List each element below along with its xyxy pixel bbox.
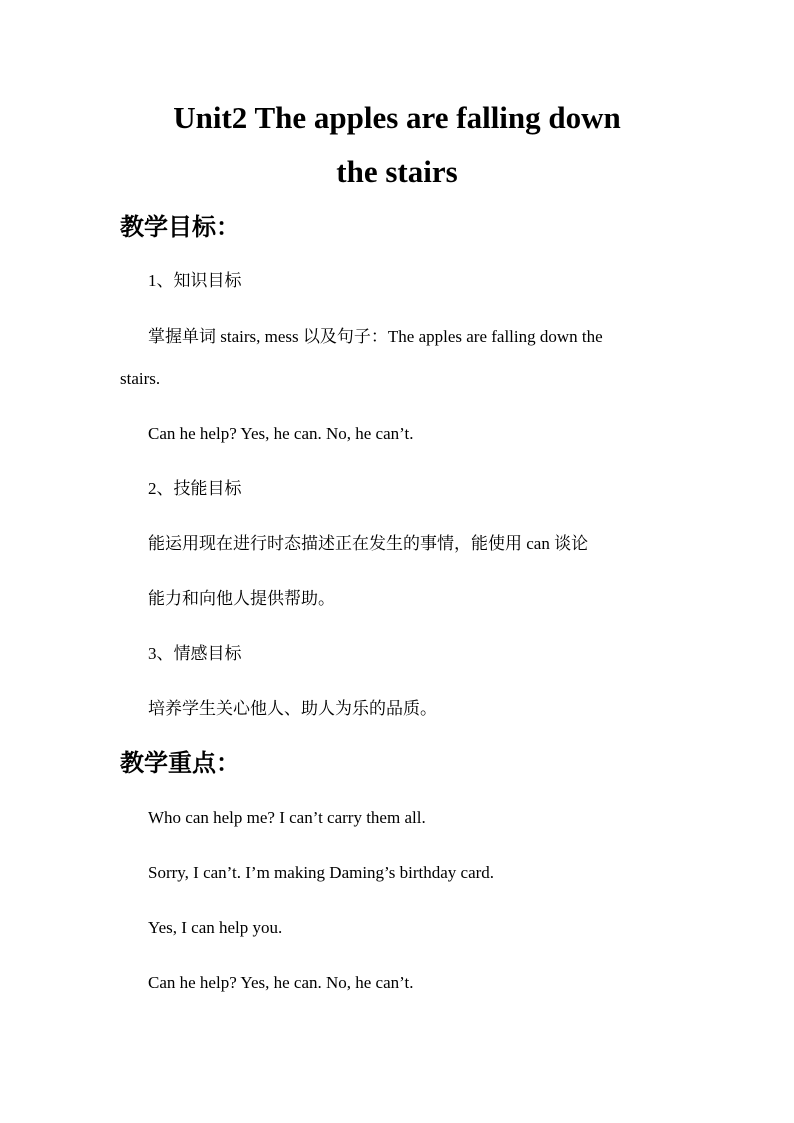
document-title-line-2: the stairs bbox=[336, 154, 458, 189]
paragraph-line: Can he help? Yes, he can. No, he can’t. bbox=[148, 424, 414, 443]
paragraph-line: stairs. bbox=[120, 369, 161, 388]
paragraph-line: 培养学生关心他人、助人为乐的品质。 bbox=[148, 699, 437, 718]
objective-item-emotion: 3、情感目标 bbox=[148, 644, 242, 663]
objective-item-skill: 2、技能目标 bbox=[148, 479, 242, 498]
objective-item-knowledge: 1、知识目标 bbox=[148, 271, 242, 290]
key-point-line: Who can help me? I can’t carry them all. bbox=[148, 808, 426, 827]
section-heading-teaching-key-points: 教学重点： bbox=[120, 749, 240, 777]
key-point-line: Sorry, I can’t. I’m making Daming’s birthday card. bbox=[148, 863, 495, 882]
key-point-line: Can he help? Yes, he can. No, he can’t. bbox=[148, 973, 414, 992]
key-point-line: Yes, I can help you. bbox=[148, 918, 283, 937]
paragraph-line: 掌握单词 stairs, mess 以及句子：The apples are falling down the bbox=[148, 327, 603, 346]
paragraph-line: 能运用现在进行时态描述正在发生的事情，能使用 can 谈论 bbox=[148, 534, 589, 553]
section-heading-teaching-objectives: 教学目标： bbox=[120, 213, 240, 241]
document-title-line-1: Unit2 The apples are falling down bbox=[173, 100, 621, 135]
paragraph-line: 能力和向他人提供帮助。 bbox=[148, 589, 335, 608]
